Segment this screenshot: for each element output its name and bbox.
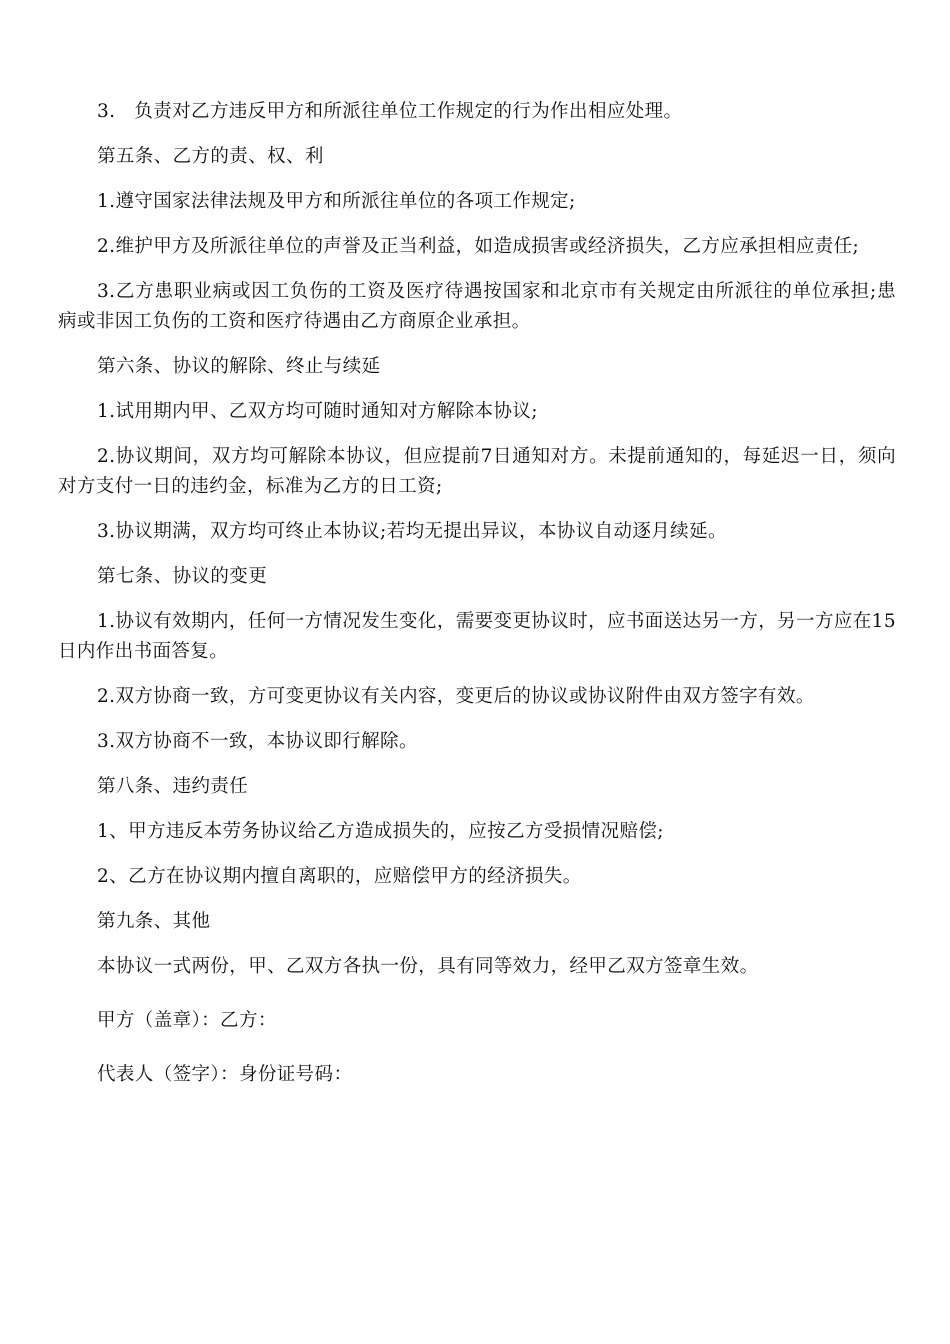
article-7-heading: 第七条、协议的变更 — [97, 566, 268, 587]
clause-item-6-3: 3.协议期满，双方均可终止本协议;若均无提出异议，本协议自动逐月续延。 — [97, 521, 727, 542]
clause-item-7-3: 3.双方协商不一致，本协议即行解除。 — [97, 731, 418, 752]
clause-item-7-2: 2.双方协商一致，方可变更协议有关内容，变更后的协议或协议附件由双方签字有效。 — [97, 686, 815, 707]
article-5-heading: 第五条、乙方的责、权、利 — [97, 146, 324, 167]
clause-item-5-1: 1.遵守国家法律法规及甲方和所派往单位的各项工作规定; — [97, 191, 576, 212]
article-8-heading: 第八条、违约责任 — [97, 776, 249, 797]
clause-item-7-1: 1.协议有效期内，任何一方情况发生变化，需要变更协议时，应书面送达另一方，另一方应在15日内作出书面答复。 — [58, 611, 896, 662]
clause-item-8-1: 1、甲方违反本劳务协议给乙方造成损失的，应按乙方受损情况赔偿; — [97, 821, 664, 842]
clause-item-8-2: 2、乙方在协议期内擅自离职的，应赔偿甲方的经济损失。 — [97, 866, 582, 887]
clause-item-5-2: 2.维护甲方及所派往单位的声誉及正当利益，如造成损害或经济损失，乙方应承担相应责任; — [97, 236, 860, 257]
document-body — [58, 97, 896, 1105]
article-9-heading: 第九条、其他 — [97, 911, 211, 932]
clause-item-5-3b: 3.乙方患职业病或因工负伤的工资及医疗待遇按国家和北京市有关规定由所派往的单位承担;患病或非因工负伤的工资和医疗待遇由乙方商原企业承担。 — [58, 281, 896, 332]
signature-representative-line: 代表人（签字）：身份证号码： — [97, 1064, 353, 1085]
clause-item-6-2: 2.协议期间，双方均可解除本协议，但应提前7日通知对方。未提前通知的，每延迟一日，须向对方支付一日的违约金，标准为乙方的日工资; — [58, 446, 896, 497]
clause-item-5-3: 3. 负责对乙方违反甲方和所派往单位工作规定的行为作出相应处理。 — [97, 101, 683, 122]
clause-copies: 本协议一式两份，甲、乙双方各执一份，具有同等效力，经甲乙双方签章生效。 — [97, 956, 759, 977]
signature-party-line: 甲方（盖章）：乙方： — [97, 1010, 277, 1031]
article-6-heading: 第六条、协议的解除、终止与续延 — [97, 356, 381, 377]
clause-item-6-1: 1.试用期内甲、乙双方均可随时通知对方解除本协议; — [97, 401, 538, 422]
